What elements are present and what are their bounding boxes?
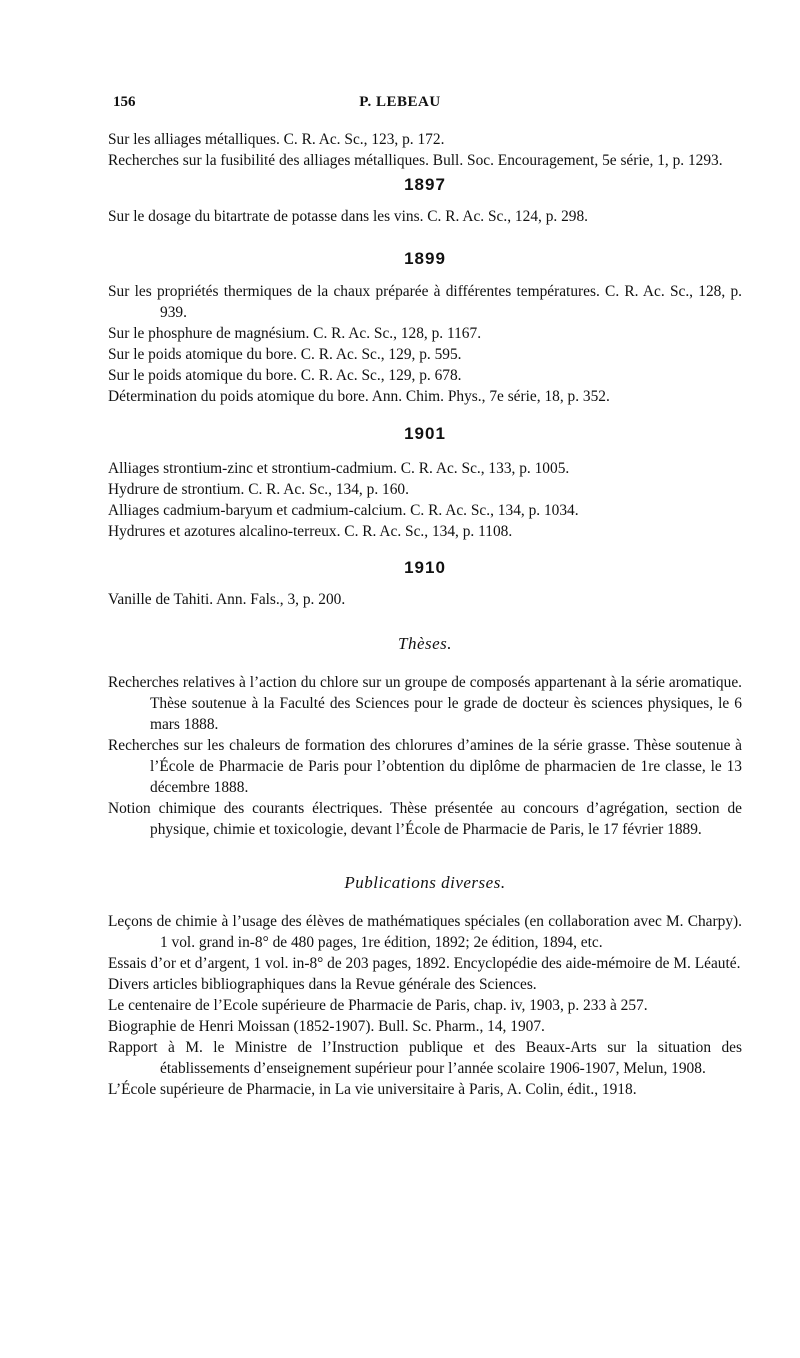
page-number: 156 — [113, 94, 136, 110]
bib-entry: Sur le poids atomique du bore. C. R. Ac. Sc., 129, p. 595. — [108, 346, 462, 363]
bib-entry: Recherches sur la fusibilité des alliages métalliques. Bull. Soc. Encouragement, 5e série, 1, p. 1293. — [108, 152, 723, 169]
entries-1899 — [108, 281, 742, 407]
bib-entry: Sur le dosage du bitartrate de potasse dans les vins. C. R. Ac. Sc., 124, p. 298. — [108, 208, 589, 225]
thesis-entry: Notion chimique des courants électriques. Thèse présentée au concours d’agrégation, section de physique, chimie et toxicologie, devant l’École de Pharmacie de Paris, le 17 février 1889. — [108, 800, 742, 838]
entries-1901 — [108, 458, 742, 542]
bibliography — [108, 129, 742, 1100]
bib-entry: Sur les propriétés thermiques de la chaux préparée à différentes températures. C. R. Ac. Sc., 128, p. 939. — [108, 283, 742, 321]
publication-entry: L’École supérieure de Pharmacie, in La vie universitaire à Paris, A. Colin, édit., 1918. — [108, 1081, 637, 1098]
page-header — [0, 92, 800, 116]
publication-entry: Essais d’or et d’argent, 1 vol. in-8° de 203 pages, 1892. Encyclopédie des aide-mémoire de M. Léauté. — [108, 955, 741, 972]
running-head: P. LEBEAU — [359, 94, 441, 110]
bib-entry: Alliages cadmium-baryum et cadmium-calcium. C. R. Ac. Sc., 134, p. 1034. — [108, 502, 579, 519]
entries-publications — [108, 911, 742, 1100]
bib-entry: Sur le poids atomique du bore. C. R. Ac. Sc., 129, p. 678. — [108, 367, 462, 384]
year-heading-1899: 1899 — [404, 249, 446, 268]
entries-1896 — [108, 129, 742, 171]
year-heading-1897: 1897 — [404, 175, 446, 194]
section-title-theses: Thèses. — [397, 634, 453, 653]
bib-entry: Sur le phosphure de magnésium. C. R. Ac. Sc., 128, p. 1167. — [108, 325, 482, 342]
bib-entry: Sur les alliages métalliques. C. R. Ac. Sc., 123, p. 172. — [108, 131, 445, 148]
publication-entry: Divers articles bibliographiques dans la Revue générale des Sciences. — [108, 976, 537, 993]
thesis-entry: Recherches sur les chaleurs de formation des chlorures d’amines de la série grasse. Thèse soutenue à l’École de Pharmacie de Paris pour l’obtention du diplôme de pharmacien de 1re classe, le 13 décembre 1888. — [108, 737, 742, 796]
thesis-entry: Recherches relatives à l’action du chlore sur un groupe de composés appartenant à la série aromatique. Thèse soutenue à la Faculté des Sciences pour le grade de docteur ès sciences physiques, le 6 mars 1888. — [108, 674, 742, 733]
entries-1897 — [108, 206, 742, 227]
publication-entry: Rapport à M. le Ministre de l’Instruction publique et des Beaux-Arts sur la situation des établissements d’enseignement supérieur pour l’année scolaire 1906-1907, Melun, 1908. — [108, 1039, 742, 1077]
bib-entry: Détermination du poids atomique du bore. Ann. Chim. Phys., 7e série, 18, p. 352. — [108, 388, 610, 405]
entries-theses — [108, 672, 742, 840]
bib-entry: Hydrure de strontium. C. R. Ac. Sc., 134, p. 160. — [108, 481, 409, 498]
publication-entry: Leçons de chimie à l’usage des élèves de mathématiques spéciales (en collaboration avec M. Charpy). 1 vol. grand in-8° de 480 pages, 1re édition, 1892; 2e édition, 1894, etc. — [108, 913, 742, 951]
bib-entry: Alliages strontium-zinc et strontium-cadmium. C. R. Ac. Sc., 133, p. 1005. — [108, 460, 570, 477]
publication-entry: Le centenaire de l’Ecole supérieure de Pharmacie de Paris, chap. iv, 1903, p. 233 à 257. — [108, 997, 648, 1014]
bib-entry: Vanille de Tahiti. Ann. Fals., 3, p. 200. — [108, 591, 346, 608]
bib-entry: Hydrures et azotures alcalino-terreux. C. R. Ac. Sc., 134, p. 1108. — [108, 523, 513, 540]
year-heading-1910: 1910 — [404, 558, 446, 577]
publication-entry: Biographie de Henri Moissan (1852-1907). Bull. Sc. Pharm., 14, 1907. — [108, 1018, 545, 1035]
year-heading-1901: 1901 — [404, 424, 446, 443]
section-title-publications: Publications diverses. — [344, 873, 506, 892]
entries-1910 — [108, 589, 742, 610]
